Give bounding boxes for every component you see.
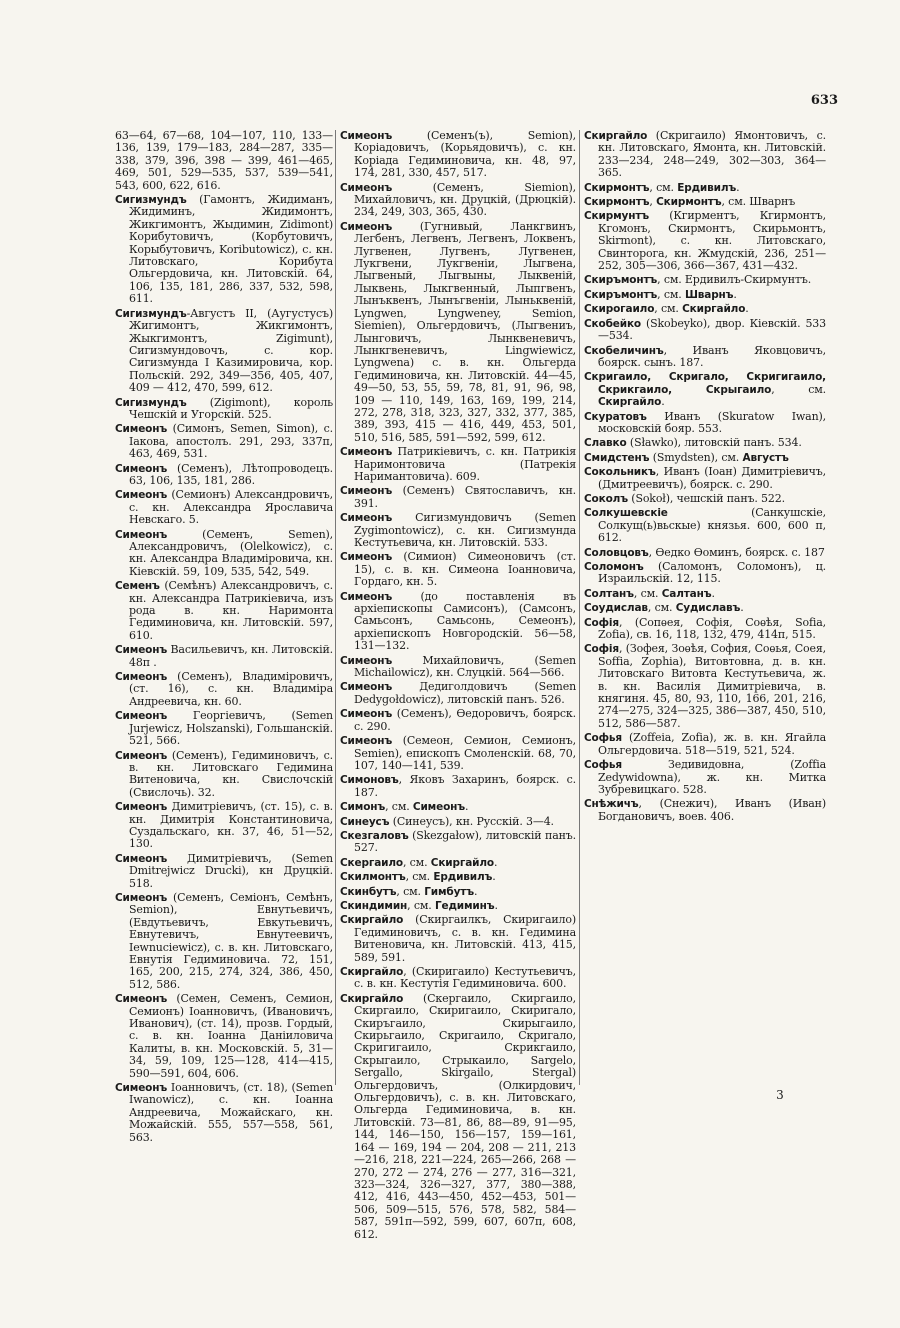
index-entry [340, 830, 576, 855]
entry-headword: Софья [584, 732, 622, 745]
entry-headword: Симеонъ [340, 130, 393, 142]
entry-headword: Соудислав [584, 602, 648, 615]
entry-text: , Иванъ (Іоан) Димитріевичъ, (Дмитреевичъ), боярск. с. 290. [598, 465, 826, 491]
index-entry [584, 547, 826, 559]
entry-headword: Симеонъ [115, 749, 168, 762]
entry-headword: Скезгаловъ [340, 829, 409, 842]
entry-headword: Скиргайло [584, 130, 648, 142]
entry-text: , Яковъ Захаринъ, боярск. с. 187. [354, 773, 576, 799]
entry-headword: Сигизмундъ [115, 194, 187, 207]
entry-text: Патрикіевичъ, с. кн. Патрикія Наримонтовича (Патрекія Наримантовича). 609. [354, 445, 576, 483]
entry-cross-reference: Гедиминъ [434, 899, 495, 912]
index-entry [340, 655, 576, 680]
entry-headword: Скирмунтъ [584, 210, 650, 223]
entry-text: Васильевичъ, кн. Литовскій. 48п . [129, 643, 333, 669]
entry-text: (Семен, Семенъ, Семион, Семионъ) Іоанновичъ, (Ивановичъ, Иванович), (ст. 14), прозв. Гордый, с. в. кн. Іоанна Даніиловича Калиты, в. кн. Московскій. 5, 31—34, 59, 109, 125—128, 414—415, 590—591, 604, 606. [129, 992, 333, 1080]
entry-headword: Скергаило [340, 856, 403, 869]
entry-headword: Скирмонтъ [584, 181, 650, 194]
entry-cross-reference: Судиславъ [675, 602, 741, 615]
index-entry [340, 900, 576, 912]
entry-trailing-text: , см. Шварнъ [721, 195, 796, 209]
entry-headword: Симеонъ [340, 485, 393, 498]
entry-cross-reference: Ердивилъ [677, 181, 737, 194]
index-entry [115, 308, 333, 395]
entry-cross-reference: Гимбутъ [424, 885, 474, 898]
index-entry [584, 437, 826, 449]
index-column-1 [115, 130, 333, 1310]
index-entry [340, 816, 576, 828]
entry-text: (Skezgałow), литовскій панъ. 527. [354, 828, 576, 855]
index-entry [340, 591, 576, 653]
index-entry [340, 130, 576, 180]
index-entry [584, 588, 826, 600]
entry-headword: Скиргайло [340, 914, 404, 927]
entry-text: , см. [649, 180, 678, 194]
entry-text: , см. [633, 586, 662, 600]
entry-text: (Семенъ), Лѣтопроводецъ. 63, 106, 135, 181, 286. [129, 461, 333, 487]
entry-headword: Соколъ [584, 492, 628, 505]
entry-headword: Скирмонтъ [584, 196, 650, 209]
entry-headword: Сокольникъ [584, 466, 656, 479]
entry-headword: Симеонъ [115, 710, 168, 723]
entry-headword: Сигизмундъ [115, 307, 187, 320]
index-entry [584, 345, 826, 370]
entry-trailing-text: . [711, 586, 715, 600]
index-entry [584, 561, 826, 586]
entry-headword: Софія [584, 616, 619, 629]
entry-headword: Симеонъ [340, 681, 393, 694]
entry-text: (Skobeyko), двор. Кіевскій. 533—534. [598, 316, 826, 343]
index-entry [584, 466, 826, 491]
entry-trailing-text: . [473, 884, 478, 898]
entry-text: , (Снежич), Иванъ (Иван) Богдановичъ, воев. 406. [598, 797, 826, 823]
entry-headword: Скилмонтъ [340, 871, 406, 884]
entry-text: (Семенъ, Siemion), Михайловичъ, кн. Друцкій, (Дрюцкій). 234, 249, 303, 365, 430. [354, 180, 576, 219]
entry-text: Георгіевичъ, (Semen Jurjewicz, Holszanski), Гольшанскій. 521, 566. [129, 709, 333, 748]
entry-headword: Солтанъ [584, 587, 634, 600]
entry-cross-reference: Скиргайло [598, 396, 662, 409]
entry-headword: Снѣжичъ [584, 798, 639, 811]
entry-text: , Ѳедко Ѳоминъ, боярск. с. 187 [648, 545, 825, 559]
entry-text: (Скригаило) Ямонтовичъ, с. кн. Литовскаго, Ямонта, кн. Литовскій. 233—234, 248—249, 302—303, 364—365. [598, 130, 826, 180]
entry-headword: Симеонъ [115, 993, 168, 1006]
index-entry [340, 551, 576, 588]
entry-text: (Семенъ), Гедиминовичъ, с. в. кн. Литовскаго Гедимина Витеновича, кн. Свислочскій (Свислочь). 32. [129, 748, 333, 799]
entry-headword: Симеонъ [340, 590, 393, 603]
column-divider [579, 130, 580, 1085]
index-entry [115, 130, 333, 192]
entry-headword: Симеонъ [340, 551, 393, 564]
entry-text: Іоанновичъ, (ст. 18), (Semen Iwanowicz), с. кн. Іоанна Андреевича, Можайскаго, кн. Можайскій. 555, 557—558, 561, 563. [129, 1081, 333, 1144]
index-entry [340, 221, 576, 444]
entry-text: (Семенъ), Владиміровичъ, (ст. 16), с. кн. Владиміра Андреевича, кн. 60. [129, 670, 333, 708]
entry-headword: Симеонъ [115, 801, 168, 814]
index-entry [115, 489, 333, 526]
index-entry [584, 798, 826, 823]
entry-text: , (Сопѳея, Софія, Соѳѣя, Sofia, Zofia), св. 16, 118, 132, 479, 414п, 515. [598, 615, 826, 642]
entry-text: (Синеусъ), кн. Русскій. 3—4. [389, 814, 554, 828]
entry-text: Димитріевичъ, (Semen Dmitrejwicz Drucki), кн Друцкій. 518. [129, 851, 333, 890]
entry-text: (Семенъ) Святославичъ, кн. 391. [354, 484, 576, 510]
entry-cross-reference: Ердивилъ [433, 871, 493, 884]
entry-headword: Софія [584, 643, 619, 656]
entry-headword: Симеонъ [115, 891, 168, 904]
entry-headword: Софья [584, 759, 622, 772]
index-entry [115, 993, 333, 1080]
entry-headword: Симонъ [340, 801, 386, 814]
entry-text: , см. [402, 855, 431, 869]
index-entry [115, 644, 333, 669]
entry-text: , см. Ердивилъ-Скирмунтъ. [657, 273, 812, 287]
index-entry [115, 580, 333, 642]
entry-headword: Симеонъ [340, 512, 393, 525]
index-entry [584, 732, 826, 757]
entry-text: , (Скиригаило) Кестутьевичъ, с. в. кн. Кестутія Гедиминовича. 600. [354, 965, 576, 991]
entry-headword: Скиръмонтъ [584, 274, 658, 287]
entry-headword: Симеонъ [115, 528, 168, 541]
entry-headword: Скуратовъ [584, 410, 647, 423]
entry-text: (Zoffeia, Zofia), ж. в. кн. Ягайла Ольгердовича. 518—519, 521, 524. [598, 731, 826, 757]
index-entry [115, 463, 333, 488]
entry-trailing-text: . [492, 870, 496, 884]
index-entry [584, 196, 826, 208]
entry-text: (Симонъ, Semen, Simon), с. Іакова, апостолъ. 291, 293, 337п, 463, 469, 531. [129, 422, 333, 461]
entry-text: (Семионъ) Александровичъ, с. кн. Александра Ярославича Невскаго. 5. [129, 488, 333, 527]
entry-text: , [649, 195, 657, 209]
entry-headword: Скиргайло [340, 966, 404, 978]
entry-headword: Славко [584, 437, 627, 450]
index-entry [340, 966, 576, 991]
entry-text: (Zigimont), король Чешскій и Угорскій. 525. [129, 395, 333, 421]
entry-headword: Симеонъ [340, 181, 393, 194]
entry-text: (Семенъ, Semen), Александровичъ, (Olelkowicz), с. кн. Александра Владиміровича, кн. Кіевскій. 59, 109, 535, 542, 549. [129, 527, 333, 578]
index-entry [340, 512, 576, 549]
entry-text: Михайловичъ, (Semen Michailowicz), кн. Слуцкій. 564—566. [354, 653, 576, 680]
index-entry [584, 617, 826, 642]
index-entry [584, 759, 826, 796]
index-entry [584, 303, 826, 315]
entry-text: (Санкушскіе, Солкущ(ь)вьскые) князья. 600, 600 п, 612. [598, 506, 826, 545]
index-entry [584, 274, 826, 286]
entry-text: Сигизмундовичъ (Semen Zygimontowicz), с. кн. Сигизмунда Кестутьевича, кн. Литовскій. 533. [354, 511, 576, 549]
column-divider [335, 130, 336, 1085]
entry-text: (Семенъ, Семіонъ, Семѣнъ, Semion), Евнутьевичъ, (Евдутьевичъ, Евкутьевичъ, Евнутевичъ, Евнутеевичъ, Iewnuciewicz), с. в. кн. Литовскаго, Евнутія Гедиминовича. 72, 151, 165, 200, 215, 274, 324, 386, 450, 512, 586. [129, 890, 333, 991]
entry-headword: Скиргайло [340, 992, 404, 1005]
signature-mark: 3 [776, 1088, 784, 1102]
entry-trailing-text: . [740, 601, 744, 615]
entry-text: -Августъ II, (Аугустусъ) Жигимонтъ, Жикгимонтъ, Жыкгимонтъ, Zigimunt), Сигизмундовочъ, с. кор. Сигизмунда I Казимировича, кор. Польскій. 292, 349—356, 405, 407, 409 — 412, 470, 599, 612. [129, 306, 333, 395]
index-entry [115, 750, 333, 800]
index-entry [115, 710, 333, 747]
entry-headword: Соловцовъ [584, 546, 649, 559]
entry-cross-reference: Шварнъ [684, 288, 734, 301]
index-entry [340, 485, 576, 510]
entry-text: , см. [657, 287, 685, 301]
entry-text: (Smydsten), см. [649, 450, 743, 464]
entry-headword: Скиндимин [340, 899, 408, 912]
index-entry [115, 801, 333, 851]
entry-headword: Скригаило, Скригало, Скригигаило, Скрикгаило, Скрыгаило [584, 371, 826, 396]
index-entry [584, 411, 826, 436]
entry-text: (Кгирментъ, Кгирмонтъ, Кгомонъ, Скирмонтъ, Скирьмонтъ, Skirmont), с. кн. Литовскаго, Свинторога, кн. Жмудскій, 236, 251—252, 305—306, 366—367, 431—432. [598, 209, 826, 273]
index-entry [115, 529, 333, 579]
index-entry [115, 397, 333, 422]
index-entry [115, 892, 333, 991]
entry-cross-reference: Симеонъ [412, 801, 465, 814]
entry-text: (Симион) Симеоновичъ (ст. 15), с. в. кн. Симеона Іоанновича, Гордаго, кн. 5. [354, 550, 576, 589]
entry-headword: Симеонъ [115, 644, 168, 657]
index-entry [584, 602, 826, 614]
index-entry [584, 643, 826, 730]
entry-text: , см. [385, 800, 413, 814]
entry-text: , см. [654, 302, 683, 316]
entry-headword: Симеонъ [115, 852, 168, 865]
index-entry [115, 423, 333, 460]
entry-headword: Смидстенъ [584, 451, 650, 464]
entry-headword: Симеонъ [340, 708, 393, 721]
entry-headword: Симеонъ [115, 671, 168, 684]
index-entry [584, 318, 826, 343]
entry-headword: Симеонъ [115, 489, 168, 502]
index-entry [115, 194, 333, 306]
index-column-2 [340, 130, 576, 1310]
index-entry [340, 857, 576, 869]
entry-headword: Симеонъ [340, 654, 393, 667]
entry-headword: Симеонъ [340, 735, 393, 748]
entry-headword: Скобеличинъ [584, 344, 664, 357]
index-entry [340, 708, 576, 733]
entry-headword: Симеонъ [115, 423, 168, 436]
index-entry [584, 210, 826, 272]
index-entry [340, 182, 576, 219]
index-entry [340, 681, 576, 706]
entry-headword: Солкушевскіе [584, 507, 668, 520]
entry-trailing-text: . [661, 395, 665, 409]
entry-headword: Сигизмундъ [115, 396, 187, 409]
entry-text: , (Зофея, Зоѳѣя, София, Соѳья, Соея, Soffia, Zophia), Витовтовна, д. в. кн. Литовскаго Витовта Кестутьевича, ж. в. кн. Василія Димитріевича, в. княгиня. 45, 80, 93, 110, 166, 201, 216, 274—275, 324—325, 386—387, 450, 510, 512, 586—587. [598, 642, 826, 730]
entry-headword: Симеонъ [340, 446, 393, 459]
entry-text: , см. [647, 601, 676, 615]
entry-text: Зедивидовна, (Zoffia Zedywidowna), ж. кн. Митка Зубревицкаго. 528. [598, 758, 826, 796]
entry-text: (Sokoł), чешскій панъ. 522. [627, 491, 785, 505]
entry-trailing-text: . [736, 180, 740, 194]
index-entry [584, 182, 826, 194]
index-column-3 [584, 130, 826, 1310]
entry-text: Иванъ (Skuratow Iwan), московскій бояр. 553. [598, 409, 826, 435]
entry-headword: Симеонъ [115, 462, 168, 475]
entry-text: (Семеон, Семион, Семионъ, Semien), епископъ Смоленскій. 68, 70, 107, 140—141, 539. [354, 734, 576, 772]
entry-text: (Скергаило, Скиргаило, Скиргаило, Скиригаило, Скиригало, Скиръгаило, Скирыгаило, Скирьгаило, Скригаило, Скригало, Скригигаило, Скрикгаило, Скрыгаило, Стрыкаило, Sargelo, Sergallo, Skirgailo, Stergal) Ольгердовичъ, (Олкирдович, Ольгердовичъ), с. в. кн. Литовскаго, Ольгерда Гедиминовича, в. кн. Литовскій. 73—81, 86, 88—89, 91—95, 144, 146—150, 156—157, 159—161, 164 — 169, 194 — 204, 208 — 211, 213—216, 218, 221—224, 265—266, 268 — 270, 272 — 274, 276 — 277, 316—321, 323—324, 326—327, 377, 380—388, 412, 416, 443—450, 452—453, 501—506, 509—515, 576, 578, 582, 584—587, 591п—592, 599, 607, 607п, 608, 612. [354, 991, 576, 1241]
index-entry [584, 289, 826, 301]
index-entry [340, 914, 576, 964]
index-entry [115, 853, 333, 890]
index-entry [584, 371, 826, 408]
entry-text: Димитріевичъ, (ст. 15), с. в. кн. Димитрія Константиновича, Суздальскаго, кн. 37, 46, 51—52, 130. [129, 800, 333, 851]
entry-trailing-text: . [494, 898, 498, 912]
entry-trailing-text: . [493, 855, 498, 869]
index-entry [584, 452, 826, 464]
entry-headword: Семенъ [115, 580, 160, 593]
index-entry [340, 446, 576, 483]
index-entry [340, 871, 576, 883]
entry-cross-reference: Скиргайло [682, 303, 746, 316]
index-entry [115, 671, 333, 708]
entry-text: , см. [396, 884, 425, 898]
entry-trailing-text: . [733, 287, 737, 301]
entry-text: (до поставленія въ архіепископы Самисонъ), (Самсонъ, Самьсонъ, Самьсонь, Семеонъ), архіепископъ Новгородскій. 56—58, 131—132. [354, 589, 576, 653]
entry-text: (Гамонтъ, Жидиманъ, Жидиминъ, Жидимонтъ, Жикгимонтъ, Жыдимин, Zidimont) Корибутовичъ, (Корбутовичъ, Корыбутовичъ, Koributowicz), с. кн. Литовскаго, Корибута Ольгердовича, кн. Литовскій. 64, 106, 135, 181, 286, 337, 532, 598, 611. [129, 193, 333, 306]
entry-cross-reference: Скиргайло [430, 856, 494, 869]
entry-headword: Симеонъ [115, 1082, 168, 1095]
entry-text: , см. [405, 870, 434, 884]
index-entry [584, 507, 826, 544]
entry-text: (Семѣнъ) Александровичъ, с. кн. Александра Патрикіевича, изъ рода в. кн. Наримонта Гедиминовича, кн. Литовскій. 597, 610. [129, 579, 333, 642]
entry-headword: Скинбутъ [340, 885, 397, 898]
entry-text: 63—64, 67—68, 104—107, 110, 133—136, 139, 179—183, 284—287, 335—338, 379, 396, 398 — 399, 461—465, 469, 501, 529—535, 537, 539—541, 543, 600, 622, 616. [115, 130, 333, 192]
entry-text: , см. [407, 898, 435, 912]
index-entry [340, 886, 576, 898]
entry-text: , Иванъ Яковцовичъ, боярск. сынъ. 187. [598, 343, 826, 369]
entry-trailing-text: . [745, 302, 749, 316]
entry-text: (Скиргаилкъ, Скиригаило) Гедиминовичъ, с. в. кн. Гедимина Витеновича, кн. Литовскій. 413, 415, 589, 591. [354, 913, 576, 964]
entry-headword: Скиръмонтъ [584, 288, 658, 301]
entry-text: , см. [771, 382, 826, 396]
entry-headword: Скирогаило [584, 303, 655, 316]
index-entry [584, 130, 826, 180]
entry-text: (Саломонъ, Соломонъ), ц. Израильскій. 12, 115. [598, 560, 826, 586]
entry-headword: Скобейко [584, 317, 641, 330]
entry-text: Дедиголдовичъ (Semen Dedygołdowicz), литовскій панъ. 526. [354, 680, 576, 706]
entry-text: (Гугнивый, Ланкгвинъ, Легбенъ, Легвенъ, Легвенъ, Локвенъ, Лугвенен, Лугвенъ, Лугвенен, Лукгвени, Лукгвеніи, Лыгвена, Лыгвеный, Лыгвыны, Лыквеній, Лыквень, Лыкгвенный, Лыпгвенъ, Лынъквенъ, Лынъгвеніи, Лыньквеній, Lyngwen, Lyngweney, Semion, Siemien), Ольгердовичъ, (Лыгвениъ, Лынговичъ, Лынквеневичъ, Лынкгвеневичъ, Lingwiewicz, Lyngwena) с. в. кн. Ольгерда Гедиминовича, кн. Литовскій. 44—45, 49—50, 53, 55, 59, 78, 81, 91, 96, 98, 109 — 110, 149, 163, 169, 199, 214, 272, 278, 318, 323, 327, 332, 377, 385, 389, 393, 415 — 416, 449, 453, 501, 510, 516, 585, 591—592, 599, 612. [354, 219, 576, 444]
entry-text: (Семенъ(ъ), Semion), Корiадовичъ, (Корьядовичъ), с. кн. Коріада Гедиминовича, кн. 48, 97, 174, 281, 330, 457, 517. [354, 130, 576, 180]
entry-headword: Симеонъ [340, 220, 393, 233]
index-entry [584, 493, 826, 505]
entry-headword: Синеусъ [340, 815, 390, 828]
entry-cross-reference: Скирмонтъ [656, 196, 722, 209]
entry-trailing-text: . [465, 800, 469, 814]
index-entry [340, 774, 576, 799]
page-number: 633 [810, 93, 838, 108]
index-entry [340, 993, 576, 1241]
entry-headword: Соломонъ [584, 561, 644, 573]
index-entry [340, 801, 576, 813]
entry-text: (Sławko), литовскій панъ. 534. [626, 436, 802, 450]
entry-headword: Симоновъ [340, 774, 399, 787]
index-entry [115, 1082, 333, 1144]
entry-cross-reference: Августъ [742, 451, 789, 464]
entry-text: (Семенъ), Ѳедоровичъ, боярск. с. 290. [354, 707, 576, 733]
index-entry [340, 735, 576, 772]
entry-cross-reference: Салтанъ [661, 587, 712, 600]
